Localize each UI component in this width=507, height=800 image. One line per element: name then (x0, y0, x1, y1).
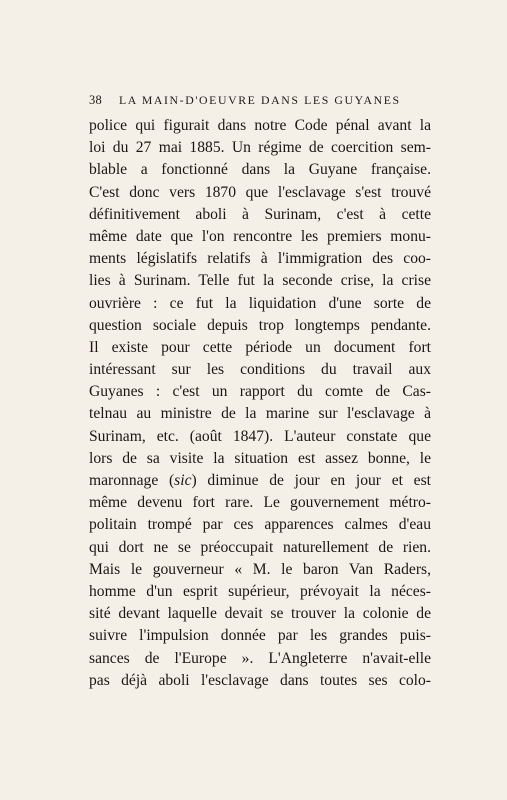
running-title: LA MAIN-D'OEUVRE DANS LES GUYANES (119, 93, 401, 107)
text-line: lors de sa visite la situation est assez bonne, le (89, 449, 431, 467)
text-line: qui dort ne se préoccupait naturellement de rien. (89, 538, 431, 556)
text-line: ments législatifs relatifs à l'immigration des coo- (89, 250, 431, 268)
page-number: 38 (89, 93, 103, 107)
text-line: ouvrière : ce fut la liquidation d'une sorte de (89, 294, 431, 312)
text-line: même devenu fort rare. Le gouvernement métro- (89, 494, 431, 512)
text-line: blable a fonctionné dans la Guyane française. (89, 161, 431, 179)
text-line: loi du 27 mai 1885. Un régime de coercition sem- (89, 139, 431, 157)
text-segment: maronnage ( (89, 472, 175, 489)
text-line: Guyanes : c'est un rapport du comte de Cas- (89, 383, 431, 401)
text-line: politain trompé par ces apparences calmes d'eau (89, 516, 431, 534)
text-line: pas déjà aboli l'esclavage dans toutes ses colo- (89, 671, 431, 689)
text-line: Il existe pour cette période un document fort (89, 338, 431, 356)
page-header (89, 93, 431, 111)
text-line: intéressant sur les conditions du travail aux (89, 361, 431, 379)
text-line: question sociale depuis trop longtemps pendante. (89, 316, 431, 334)
text-line: Mais le gouverneur « M. le baron Van Raders, (89, 560, 431, 578)
text-line: police qui figurait dans notre Code pénal avant la (89, 117, 431, 134)
body-text (89, 115, 431, 692)
text-line: définitivement aboli à Surinam, c'est à cette (89, 205, 431, 223)
text-line-with-italic (89, 470, 431, 492)
text-line: même date que l'on rencontre les premiers monu- (89, 227, 431, 245)
text-line: telnau au ministre de la marine sur l'esclavage à (89, 405, 431, 423)
text-line: suivre l'impulsion donnée par les grandes puis- (89, 627, 431, 645)
text-line: Surinam, etc. (août 1847). L'auteur constate que (89, 427, 431, 445)
text-segment: ) diminue de jour en jour et est (191, 472, 431, 489)
text-line: sité devant laquelle devait se trouver la colonie de (89, 605, 431, 623)
text-line: homme d'un esprit supérieur, prévoyait la néces- (89, 582, 431, 600)
text-line: C'est donc vers 1870 que l'esclavage s'est trouvé (89, 183, 431, 201)
text-line: sances de l'Europe ». L'Angleterre n'avait-elle (89, 649, 431, 667)
text-line: lies à Surinam. Telle fut la seconde crise, la crise (89, 272, 431, 290)
italic-word: sic (174, 472, 192, 489)
